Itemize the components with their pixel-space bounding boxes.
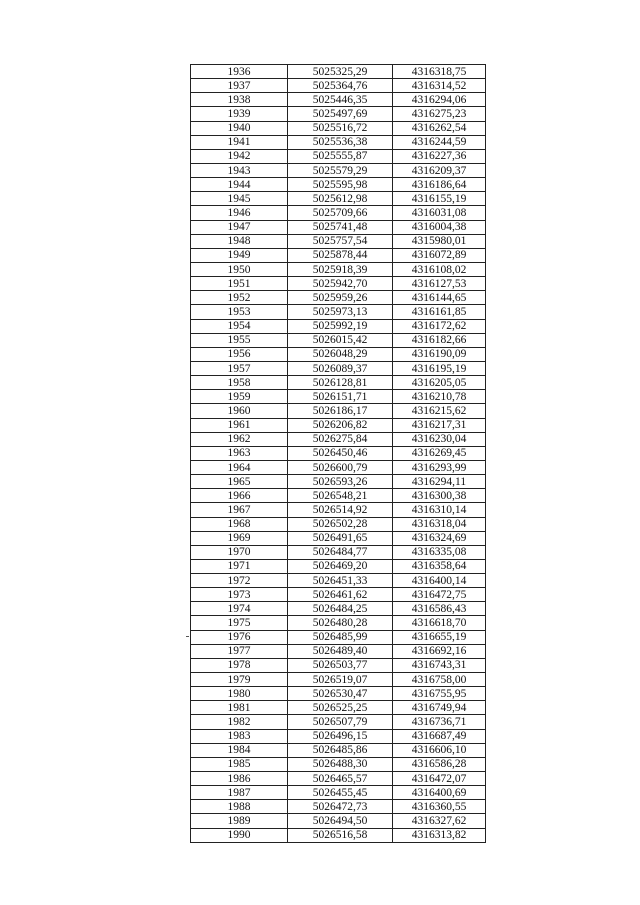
- x-coordinate-cell: 5026206,82: [288, 418, 393, 432]
- table-row: [191, 574, 486, 588]
- table-row: [191, 701, 486, 715]
- x-coordinate-cell: 5026496,15: [288, 729, 393, 743]
- x-coordinate-cell: 5025878,44: [288, 248, 393, 262]
- y-coordinate-cell: 4316072,89: [393, 248, 486, 262]
- table-row: [191, 432, 486, 446]
- x-coordinate-cell: 5026489,40: [288, 644, 393, 658]
- y-coordinate-cell: 4316186,64: [393, 178, 486, 192]
- table-row: [191, 460, 486, 474]
- y-coordinate-cell: 4316335,08: [393, 545, 486, 559]
- point-number-cell: 1942: [191, 149, 288, 163]
- x-coordinate-cell: 5026525,25: [288, 701, 393, 715]
- y-coordinate-cell: 4315980,01: [393, 234, 486, 248]
- point-number-cell: 1982: [191, 715, 288, 729]
- y-coordinate-cell: 4316161,85: [393, 305, 486, 319]
- point-number-cell: 1970: [191, 545, 288, 559]
- table-row: [191, 262, 486, 276]
- y-coordinate-cell: 4316310,14: [393, 503, 486, 517]
- point-number-cell: 1963: [191, 446, 288, 460]
- table-row: [191, 121, 486, 135]
- y-coordinate-cell: 4316400,69: [393, 786, 486, 800]
- table-row: [191, 347, 486, 361]
- point-number-cell: 1976: [191, 630, 288, 644]
- x-coordinate-cell: 5026494,50: [288, 814, 393, 828]
- x-coordinate-cell: 5026451,33: [288, 574, 393, 588]
- y-coordinate-cell: 4316210,78: [393, 390, 486, 404]
- table-row: [191, 729, 486, 743]
- x-coordinate-cell: 5025579,29: [288, 163, 393, 177]
- point-number-cell: 1973: [191, 588, 288, 602]
- point-number-cell: 1957: [191, 361, 288, 375]
- point-number-cell: 1962: [191, 432, 288, 446]
- y-coordinate-cell: 4316172,62: [393, 319, 486, 333]
- x-coordinate-cell: 5026484,25: [288, 602, 393, 616]
- point-number-cell: 1943: [191, 163, 288, 177]
- y-coordinate-cell: 4316327,62: [393, 814, 486, 828]
- point-number-cell: 1986: [191, 772, 288, 786]
- point-number-cell: 1967: [191, 503, 288, 517]
- x-coordinate-cell: 5026530,47: [288, 687, 393, 701]
- table-row: [191, 192, 486, 206]
- x-coordinate-cell: 5025612,98: [288, 192, 393, 206]
- y-coordinate-cell: 4316275,23: [393, 107, 486, 121]
- table-row: [191, 715, 486, 729]
- x-coordinate-cell: 5026491,65: [288, 531, 393, 545]
- x-coordinate-cell: 5025709,66: [288, 206, 393, 220]
- x-coordinate-cell: 5025757,54: [288, 234, 393, 248]
- table-row: [191, 220, 486, 234]
- y-coordinate-cell: 4316262,54: [393, 121, 486, 135]
- point-number-cell: 1971: [191, 559, 288, 573]
- table-row: [191, 658, 486, 672]
- table-row: [191, 178, 486, 192]
- table-row: [191, 814, 486, 828]
- table-row: [191, 65, 486, 79]
- point-number-cell: 1950: [191, 262, 288, 276]
- x-coordinate-cell: 5025364,76: [288, 79, 393, 93]
- y-coordinate-cell: 4316687,49: [393, 729, 486, 743]
- x-coordinate-cell: 5026503,77: [288, 658, 393, 672]
- coordinates-table: [190, 64, 486, 843]
- x-coordinate-cell: 5025959,26: [288, 291, 393, 305]
- x-coordinate-cell: 5026485,86: [288, 743, 393, 757]
- table-row: [191, 602, 486, 616]
- point-number-cell: 1969: [191, 531, 288, 545]
- y-coordinate-cell: 4316400,14: [393, 574, 486, 588]
- point-number-cell: 1961: [191, 418, 288, 432]
- table-row: [191, 545, 486, 559]
- y-coordinate-cell: 4316108,02: [393, 262, 486, 276]
- coordinates-table-body: [191, 65, 486, 843]
- point-number-cell: 1978: [191, 658, 288, 672]
- y-coordinate-cell: 4316606,10: [393, 743, 486, 757]
- table-row: [191, 376, 486, 390]
- point-number-cell: 1945: [191, 192, 288, 206]
- table-row: [191, 588, 486, 602]
- y-coordinate-cell: 4316031,08: [393, 206, 486, 220]
- x-coordinate-cell: 5026186,17: [288, 404, 393, 418]
- x-coordinate-cell: 5025741,48: [288, 220, 393, 234]
- x-coordinate-cell: 5026485,99: [288, 630, 393, 644]
- table-row: [191, 234, 486, 248]
- point-number-cell: 1939: [191, 107, 288, 121]
- y-coordinate-cell: 4316743,31: [393, 658, 486, 672]
- x-coordinate-cell: 5026048,29: [288, 347, 393, 361]
- table-row: [191, 644, 486, 658]
- x-coordinate-cell: 5026015,42: [288, 333, 393, 347]
- y-coordinate-cell: 4316300,38: [393, 489, 486, 503]
- table-row: [191, 687, 486, 701]
- table-row: [191, 475, 486, 489]
- point-number-cell: 1947: [191, 220, 288, 234]
- x-coordinate-cell: 5025516,72: [288, 121, 393, 135]
- table-row: [191, 489, 486, 503]
- y-coordinate-cell: 4316294,11: [393, 475, 486, 489]
- y-coordinate-cell: 4316586,28: [393, 757, 486, 771]
- point-number-cell: 1958: [191, 376, 288, 390]
- y-coordinate-cell: 4316736,71: [393, 715, 486, 729]
- y-coordinate-cell: 4316004,38: [393, 220, 486, 234]
- point-number-cell: 1952: [191, 291, 288, 305]
- y-coordinate-cell: 4316182,66: [393, 333, 486, 347]
- y-coordinate-cell: 4316324,69: [393, 531, 486, 545]
- margin-mark: [186, 636, 189, 637]
- table-row: [191, 319, 486, 333]
- table-row: [191, 149, 486, 163]
- point-number-cell: 1977: [191, 644, 288, 658]
- x-coordinate-cell: 5026275,84: [288, 432, 393, 446]
- table-row: [191, 757, 486, 771]
- table-row: [191, 559, 486, 573]
- y-coordinate-cell: 4316472,07: [393, 772, 486, 786]
- x-coordinate-cell: 5026502,28: [288, 517, 393, 531]
- y-coordinate-cell: 4316294,06: [393, 93, 486, 107]
- x-coordinate-cell: 5026128,81: [288, 376, 393, 390]
- x-coordinate-cell: 5026480,28: [288, 616, 393, 630]
- table-row: [191, 404, 486, 418]
- x-coordinate-cell: 5025973,13: [288, 305, 393, 319]
- point-number-cell: 1949: [191, 248, 288, 262]
- point-number-cell: 1964: [191, 460, 288, 474]
- table-row: [191, 291, 486, 305]
- table-row: [191, 93, 486, 107]
- y-coordinate-cell: 4316293,99: [393, 460, 486, 474]
- y-coordinate-cell: 4316692,16: [393, 644, 486, 658]
- y-coordinate-cell: 4316755,95: [393, 687, 486, 701]
- y-coordinate-cell: 4316313,82: [393, 828, 486, 842]
- x-coordinate-cell: 5025325,29: [288, 65, 393, 79]
- y-coordinate-cell: 4316230,04: [393, 432, 486, 446]
- point-number-cell: 1953: [191, 305, 288, 319]
- y-coordinate-cell: 4316269,45: [393, 446, 486, 460]
- point-number-cell: 1951: [191, 277, 288, 291]
- y-coordinate-cell: 4316749,94: [393, 701, 486, 715]
- table-row: [191, 163, 486, 177]
- point-number-cell: 1940: [191, 121, 288, 135]
- point-number-cell: 1944: [191, 178, 288, 192]
- y-coordinate-cell: 4316155,19: [393, 192, 486, 206]
- point-number-cell: 1983: [191, 729, 288, 743]
- point-number-cell: 1989: [191, 814, 288, 828]
- y-coordinate-cell: 4316318,04: [393, 517, 486, 531]
- x-coordinate-cell: 5026519,07: [288, 673, 393, 687]
- table-row: [191, 107, 486, 121]
- point-number-cell: 1956: [191, 347, 288, 361]
- point-number-cell: 1959: [191, 390, 288, 404]
- y-coordinate-cell: 4316227,36: [393, 149, 486, 163]
- x-coordinate-cell: 5025918,39: [288, 262, 393, 276]
- x-coordinate-cell: 5026548,21: [288, 489, 393, 503]
- x-coordinate-cell: 5026484,77: [288, 545, 393, 559]
- point-number-cell: 1938: [191, 93, 288, 107]
- point-number-cell: 1984: [191, 743, 288, 757]
- table-row: [191, 248, 486, 262]
- y-coordinate-cell: 4316758,00: [393, 673, 486, 687]
- table-row: [191, 673, 486, 687]
- x-coordinate-cell: 5026507,79: [288, 715, 393, 729]
- x-coordinate-cell: 5026514,92: [288, 503, 393, 517]
- x-coordinate-cell: 5026488,30: [288, 757, 393, 771]
- x-coordinate-cell: 5026472,73: [288, 800, 393, 814]
- y-coordinate-cell: 4316144,65: [393, 291, 486, 305]
- point-number-cell: 1974: [191, 602, 288, 616]
- point-number-cell: 1968: [191, 517, 288, 531]
- x-coordinate-cell: 5025497,69: [288, 107, 393, 121]
- x-coordinate-cell: 5025992,19: [288, 319, 393, 333]
- point-number-cell: 1946: [191, 206, 288, 220]
- x-coordinate-cell: 5025536,38: [288, 135, 393, 149]
- table-row: [191, 828, 486, 842]
- point-number-cell: 1966: [191, 489, 288, 503]
- y-coordinate-cell: 4316655,19: [393, 630, 486, 644]
- point-number-cell: 1990: [191, 828, 288, 842]
- point-number-cell: 1941: [191, 135, 288, 149]
- point-number-cell: 1955: [191, 333, 288, 347]
- x-coordinate-cell: 5026469,20: [288, 559, 393, 573]
- x-coordinate-cell: 5026450,46: [288, 446, 393, 460]
- y-coordinate-cell: 4316215,62: [393, 404, 486, 418]
- table-row: [191, 800, 486, 814]
- x-coordinate-cell: 5026516,58: [288, 828, 393, 842]
- y-coordinate-cell: 4316205,05: [393, 376, 486, 390]
- y-coordinate-cell: 4316195,19: [393, 361, 486, 375]
- y-coordinate-cell: 4316360,55: [393, 800, 486, 814]
- y-coordinate-cell: 4316209,37: [393, 163, 486, 177]
- point-number-cell: 1954: [191, 319, 288, 333]
- point-number-cell: 1987: [191, 786, 288, 800]
- x-coordinate-cell: 5025595,98: [288, 178, 393, 192]
- x-coordinate-cell: 5026461,62: [288, 588, 393, 602]
- x-coordinate-cell: 5026151,71: [288, 390, 393, 404]
- table-row: [191, 743, 486, 757]
- table-row: [191, 135, 486, 149]
- table-row: [191, 772, 486, 786]
- point-number-cell: 1981: [191, 701, 288, 715]
- table-row: [191, 616, 486, 630]
- point-number-cell: 1980: [191, 687, 288, 701]
- table-row: [191, 630, 486, 644]
- x-coordinate-cell: 5026455,45: [288, 786, 393, 800]
- table-row: [191, 206, 486, 220]
- table-row: [191, 786, 486, 800]
- point-number-cell: 1972: [191, 574, 288, 588]
- point-number-cell: 1936: [191, 65, 288, 79]
- table-row: [191, 305, 486, 319]
- y-coordinate-cell: 4316586,43: [393, 602, 486, 616]
- x-coordinate-cell: 5026465,57: [288, 772, 393, 786]
- table-row: [191, 531, 486, 545]
- table-row: [191, 446, 486, 460]
- x-coordinate-cell: 5025555,87: [288, 149, 393, 163]
- y-coordinate-cell: 4316244,59: [393, 135, 486, 149]
- table-row: [191, 277, 486, 291]
- point-number-cell: 1988: [191, 800, 288, 814]
- table-row: [191, 333, 486, 347]
- y-coordinate-cell: 4316127,53: [393, 277, 486, 291]
- point-number-cell: 1985: [191, 757, 288, 771]
- x-coordinate-cell: 5025446,35: [288, 93, 393, 107]
- point-number-cell: 1948: [191, 234, 288, 248]
- table-row: [191, 503, 486, 517]
- y-coordinate-cell: 4316190,09: [393, 347, 486, 361]
- x-coordinate-cell: 5026600,79: [288, 460, 393, 474]
- point-number-cell: 1960: [191, 404, 288, 418]
- y-coordinate-cell: 4316472,75: [393, 588, 486, 602]
- table-row: [191, 390, 486, 404]
- table-row: [191, 517, 486, 531]
- point-number-cell: 1937: [191, 79, 288, 93]
- x-coordinate-cell: 5026089,37: [288, 361, 393, 375]
- point-number-cell: 1979: [191, 673, 288, 687]
- y-coordinate-cell: 4316618,70: [393, 616, 486, 630]
- y-coordinate-cell: 4316314,52: [393, 79, 486, 93]
- x-coordinate-cell: 5026593,26: [288, 475, 393, 489]
- table-row: [191, 361, 486, 375]
- point-number-cell: 1965: [191, 475, 288, 489]
- table-row: [191, 418, 486, 432]
- table-row: [191, 79, 486, 93]
- point-number-cell: 1975: [191, 616, 288, 630]
- y-coordinate-cell: 4316217,31: [393, 418, 486, 432]
- y-coordinate-cell: 4316318,75: [393, 65, 486, 79]
- x-coordinate-cell: 5025942,70: [288, 277, 393, 291]
- y-coordinate-cell: 4316358,64: [393, 559, 486, 573]
